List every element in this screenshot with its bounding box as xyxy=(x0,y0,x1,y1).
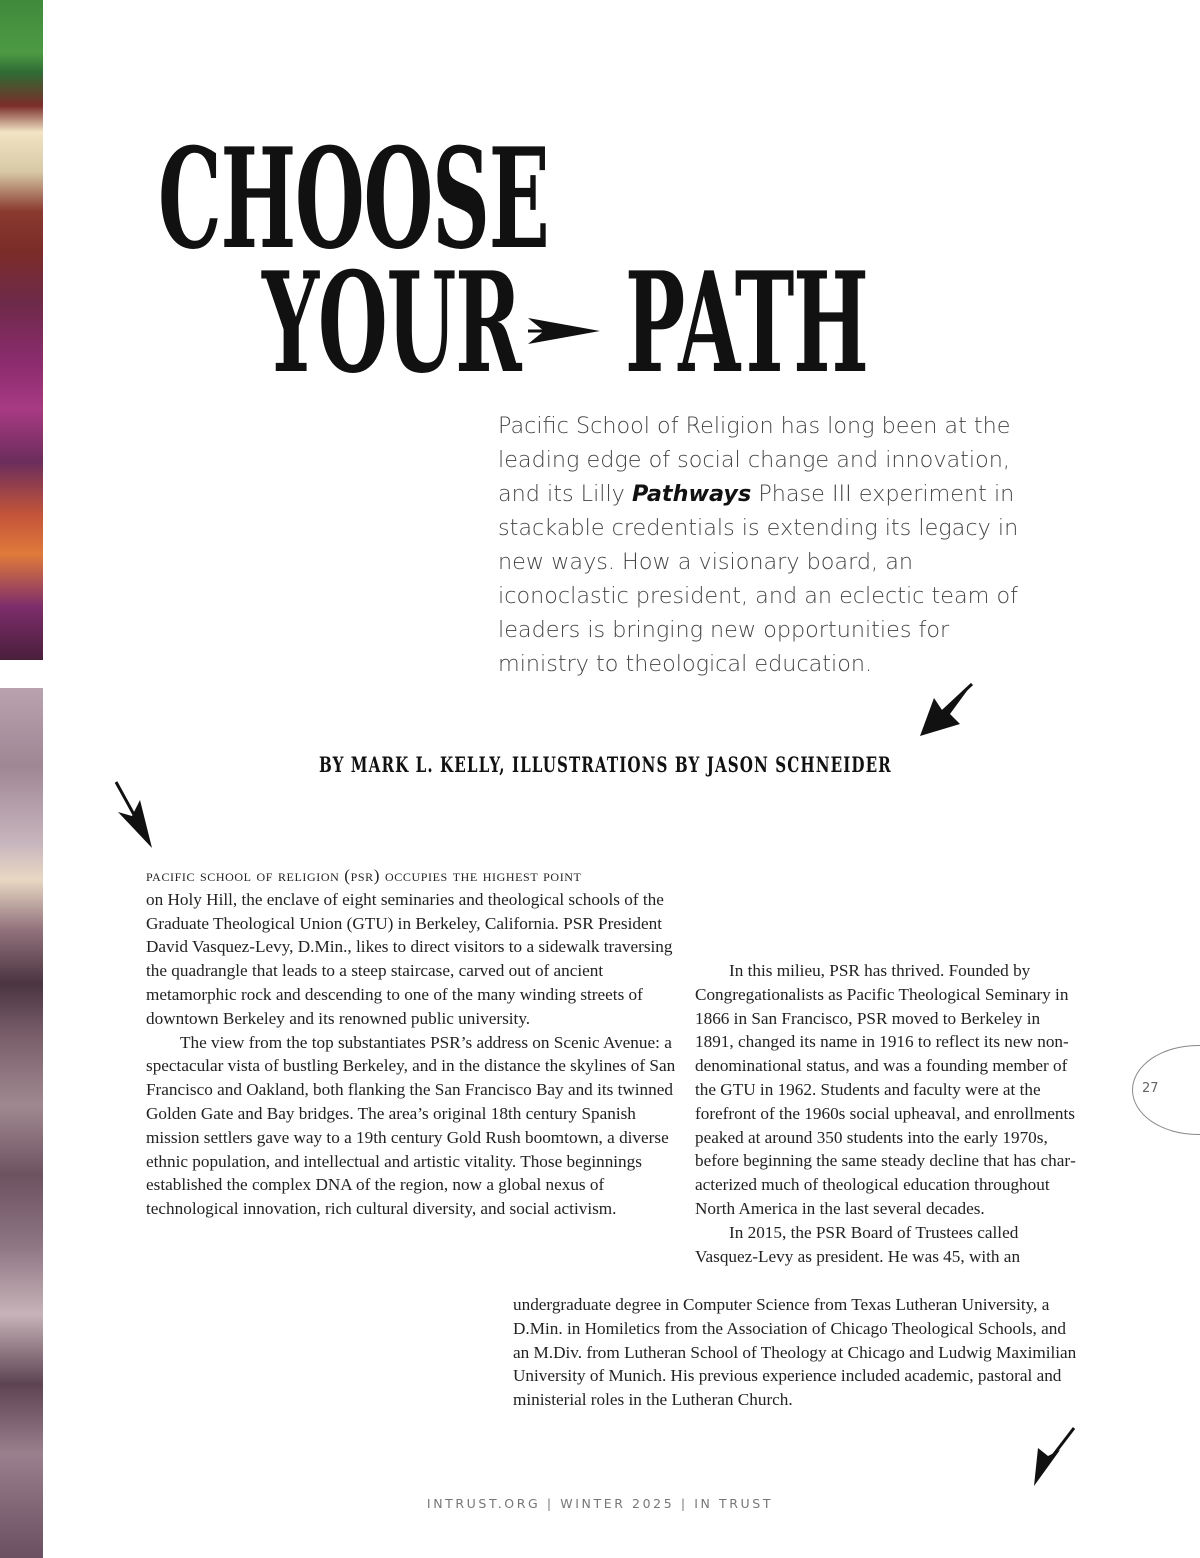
illustration-strip-top xyxy=(0,0,43,660)
article-paragraph xyxy=(146,864,676,1031)
page-number: 27 xyxy=(1142,1081,1159,1096)
article-paragraph: undergraduate degree in Computer Science from Texas Lutheran University, a D.Min. in Homiletics from the Association of Chicago Theological Schools, and an M.Div. from Lutheran School of Theology at Chicago and Ludwig Maximilian University of Munich. His previous experience included academic, pastoral and ministerial roles in the Lutheran Church. xyxy=(513,1295,1077,1410)
illustration-strip-bottom xyxy=(0,688,43,1558)
article-continuation xyxy=(513,1293,1080,1412)
footer: INTRUST.ORG | WINTER 2025 | IN TRUST xyxy=(426,1496,774,1511)
byline: BY MARK L. KELLY, ILLUSTRATIONS BY JASON SCHNEIDER xyxy=(319,752,892,777)
deck-text-start: Pacific School of Religion has long been at the leading edge of social change and innovation, and its Lilly xyxy=(498,413,1011,507)
article-column-left xyxy=(146,864,676,1221)
deck-emphasis: Pathways xyxy=(631,481,752,507)
article-lead-in: pacific school of religion (psr) occupies the highest point xyxy=(146,866,582,885)
arrow-icon xyxy=(1032,1428,1076,1486)
arrow-icon xyxy=(116,782,154,848)
title-line-your: YOUR xyxy=(262,241,521,404)
article-paragraph: In 2015, the PSR Board of Trustees called Vasquez-Levy as president. He was 45, with an xyxy=(695,1222,1021,1266)
article-paragraph: In this milieu, PSR has thrived. Founded by Congregationalists as Pacific Theological Seminary in 1866 in San Francisco, PSR moved to Berkeley in 1891, changed its name in 1916 to reflect its new non-denominational status, and was a founding member of the GTU in 1962. Students and faculty were at the forefront of the 1960s social upheaval, and enrollments peaked at around 350 students into the early 1970s, before beginning the same steady decline that has characterized much of theological education throughout North America in the last several decades. xyxy=(695,961,1076,1218)
deck-text-end: Phase III experiment in stackable credentials is extending its legacy in new ways. How a visionary board, an iconoclastic president, and an eclectic team of leaders is bringing new opportunities for ministry to theological education. xyxy=(498,481,1019,677)
article-paragraph: The view from the top substantiates PSR’s address on Scenic Avenue: a spectacular vista of bustling Berkeley, and in the distance the skylines of San Francisco and Oakland, both flanking the San Francisco Bay and its twinned Golden Gate and Bay bridges. The area’s original 18th century Spanish mission settlers gave way to a 19th century Gold Rush boomtown, a diverse ethnic population, and intellectual and artistic vitality. Those beginnings established the complex DNA of the region, now a global nexus of technological innovation, rich cultural diversity, and social activism. xyxy=(146,1032,676,1219)
article-column-right xyxy=(695,959,1080,1268)
arrow-icon xyxy=(528,314,600,348)
deck-text xyxy=(498,409,1028,681)
title-line-path: PATH xyxy=(625,241,868,404)
article-paragraph-text: on Holy Hill, the enclave of eight seminaries and theological schools of the Graduate Theological Union (GTU) in Berkeley, California. PSR President David Vasquez-Levy, D.Min., likes to direct visitors to a sidewalk traversing the quadrangle that leads to a steep staircase, carved out of ancient metamorphic rock and descending to one of the many winding streets of downtown Berkeley and its renowned public university. xyxy=(146,889,673,1028)
arrow-icon xyxy=(920,684,972,736)
title-line-choose: CHOOSE xyxy=(158,117,549,280)
